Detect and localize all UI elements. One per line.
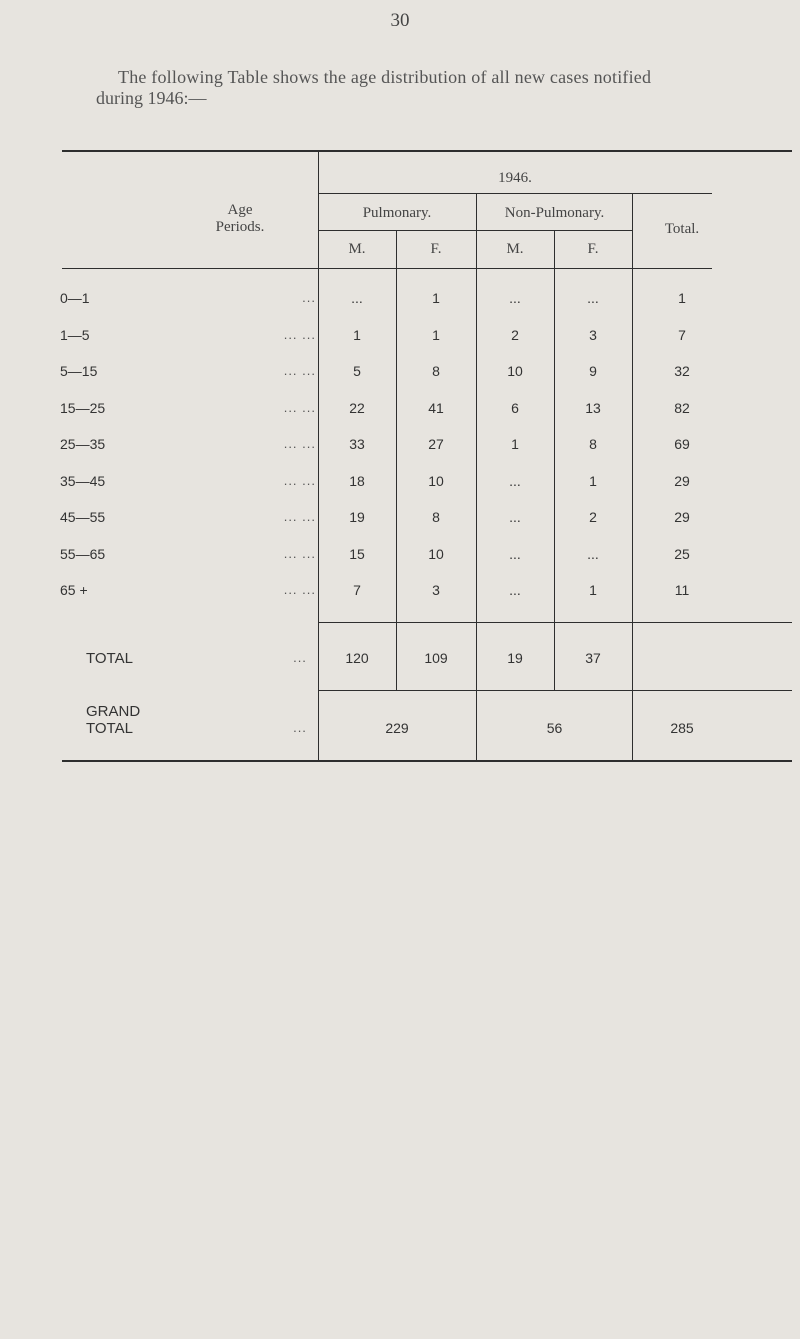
total-cell: 82 — [674, 400, 690, 416]
total-cell: 29 — [674, 509, 690, 525]
non-pulmonary-header: Non-Pulmonary. — [504, 205, 605, 221]
pulmonary-male-cell: 7 — [353, 582, 361, 598]
age-period-label: 15—25 — [60, 400, 106, 416]
pulmonary-female-cell: 3 — [432, 582, 440, 598]
non-pulmonary-male-cell: 1 — [511, 436, 519, 452]
grand-total-label-line-2: TOTAL — [86, 720, 133, 737]
pulmonary-female-cell: 10 — [428, 546, 444, 562]
table-bottom-rule — [62, 760, 792, 762]
year-header: 1946. — [498, 170, 532, 186]
total-cell: 11 — [674, 582, 690, 598]
age-period-label: 5—15 — [60, 363, 98, 379]
age-period-label: 25—35 — [60, 436, 106, 452]
subheader-pulmonary-male: M. — [348, 241, 366, 257]
pulmonary-female-cell: 10 — [428, 473, 444, 489]
non-pulmonary-female-cell: ... — [587, 546, 599, 562]
pulmonary-female-cell: 1 — [432, 290, 440, 306]
pulmonary-male-cell: 33 — [349, 436, 365, 452]
subheader-rule-pulmonary — [318, 230, 476, 231]
pulmonary-male-cell: 15 — [349, 546, 365, 562]
table-top-rule — [62, 150, 792, 152]
age-header-line-2: Periods. — [215, 219, 265, 235]
age-period-label: 45—55 — [60, 509, 106, 525]
total-top-rule — [318, 622, 792, 623]
leader-dots: ... ... — [283, 509, 316, 524]
non-pulmonary-male-cell: 6 — [511, 400, 519, 416]
total-cell: 32 — [674, 363, 690, 379]
non-pulmonary-male-cell: ... — [509, 582, 521, 598]
year-header-rule — [318, 193, 712, 194]
leader-dots: ... ... — [283, 363, 316, 378]
grand-total-top-rule — [318, 690, 792, 691]
age-period-label: 35—45 — [60, 473, 106, 489]
non-pulmonary-female-cell: 3 — [589, 327, 597, 343]
non-pulmonary-male-cell: 10 — [507, 363, 523, 379]
non-pulmonary-female-cell: 8 — [589, 436, 597, 452]
non-pulmonary-female-cell: 9 — [589, 363, 597, 379]
pulmonary-male-cell: 1 — [353, 327, 361, 343]
page-number: 30 — [390, 10, 410, 31]
total-non-pulmonary-male: 19 — [507, 650, 523, 666]
header-bottom-rule — [62, 268, 712, 269]
leader-dots: ... ... — [283, 473, 316, 488]
total-cell: 7 — [678, 327, 686, 343]
grand-total-total: 285 — [670, 720, 694, 736]
total-cell: 25 — [674, 546, 690, 562]
leader-dots: ... ... — [283, 436, 316, 451]
pulmonary-female-cell: 1 — [432, 327, 440, 343]
subheader-non-pulmonary-male: M. — [506, 241, 524, 257]
leader-dots: ... ... — [283, 546, 316, 561]
non-pulmonary-female-cell: 2 — [589, 509, 597, 525]
pulmonary-female-cell: 41 — [428, 400, 444, 416]
non-pulmonary-female-cell: 13 — [585, 400, 601, 416]
pulmonary-male-cell: 22 — [349, 400, 365, 416]
total-row-label: TOTAL — [86, 650, 133, 667]
age-period-label: 55—65 — [60, 546, 106, 562]
pulmonary-male-cell: 19 — [349, 509, 365, 525]
leader-dots: ... ... — [283, 400, 316, 415]
total-non-pulmonary-female: 37 — [585, 650, 601, 666]
total-header: Total. — [664, 221, 700, 237]
leader-dots: ... ... — [283, 582, 316, 597]
non-pulmonary-male-cell: ... — [509, 546, 521, 562]
non-pulmonary-female-cell: 1 — [589, 582, 597, 598]
non-pulmonary-male-cell: ... — [509, 509, 521, 525]
pulmonary-male-cell: ... — [351, 290, 363, 306]
pulmonary-male-cell: 18 — [349, 473, 365, 489]
non-pulmonary-female-cell: ... — [587, 290, 599, 306]
age-period-label: 1—5 — [60, 327, 90, 343]
total-cell: 1 — [678, 290, 686, 306]
non-pulmonary-male-cell: ... — [509, 290, 521, 306]
grand-total-pulmonary: 229 — [385, 720, 409, 736]
non-pulmonary-male-cell: ... — [509, 473, 521, 489]
total-row-dots: ... — [293, 650, 307, 665]
age-period-label: 0—1 — [60, 290, 90, 306]
age-header-line-1: Age — [227, 202, 253, 218]
subheader-pulmonary-female: F. — [430, 241, 442, 257]
non-pulmonary-female-cell: 1 — [589, 473, 597, 489]
total-pulmonary-female: 109 — [424, 650, 448, 666]
total-cell: 69 — [674, 436, 690, 452]
grand-total-dots: ... — [293, 720, 307, 735]
age-period-label: 65 + — [60, 582, 88, 598]
leader-dots: ... ... — [283, 327, 316, 342]
grand-total-non-pulmonary: 56 — [546, 720, 563, 736]
non-pulmonary-male-cell: 2 — [511, 327, 519, 343]
grand-total-label-line-1: GRAND — [86, 703, 141, 720]
total-cell: 29 — [674, 473, 690, 489]
total-pulmonary-male: 120 — [345, 650, 369, 666]
intro-text-line-1: The following Table shows the age distribution of all new cases notified — [118, 67, 652, 87]
pulmonary-female-cell: 27 — [428, 436, 444, 452]
intro-text-line-2: during 1946:— — [96, 88, 207, 108]
leader-dots: ... — [302, 290, 316, 305]
pulmonary-male-cell: 5 — [353, 363, 361, 379]
pulmonary-female-cell: 8 — [432, 509, 440, 525]
pulmonary-female-cell: 8 — [432, 363, 440, 379]
pulmonary-header: Pulmonary. — [362, 205, 432, 221]
subheader-non-pulmonary-female: F. — [587, 241, 599, 257]
